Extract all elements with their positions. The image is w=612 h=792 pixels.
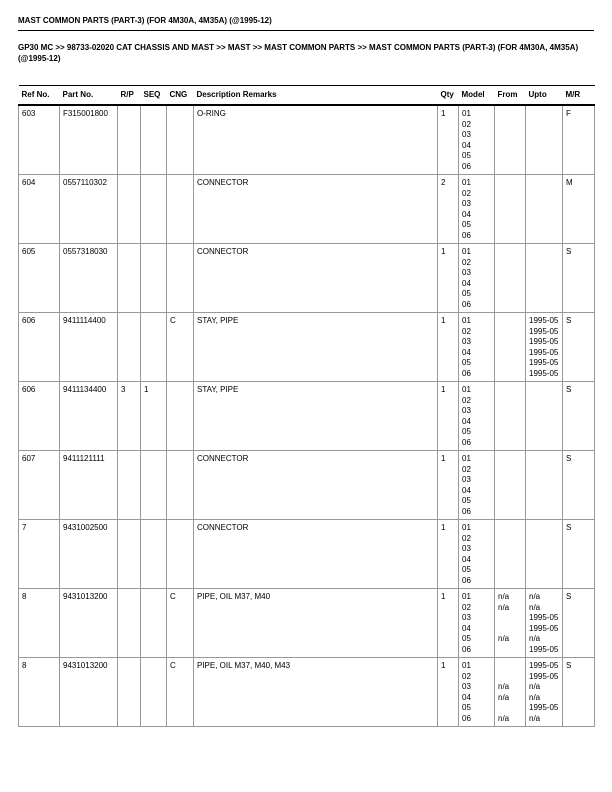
cell-description: O-RING (194, 105, 438, 175)
cell-from (495, 105, 526, 175)
cell-upto-line: n/a (529, 602, 541, 612)
cell-description: PIPE, OIL M37, M40, M43 (194, 658, 438, 727)
cell-from-line (498, 348, 523, 359)
cell-description: PIPE, OIL M37, M40 (194, 589, 438, 658)
cell-from (495, 451, 526, 520)
column-header-ref-no: Ref No. (19, 86, 60, 106)
cell-from-line: n/a (498, 682, 510, 691)
cell-rp (118, 313, 141, 382)
cell-upto-line (529, 151, 560, 162)
cell-from-line (498, 427, 523, 438)
cell-from-line (498, 120, 523, 131)
cell-from (495, 175, 526, 244)
cell-seq (141, 658, 167, 727)
cell-from-line (498, 231, 523, 242)
cell-model-line: 06 (462, 230, 471, 240)
cell-model-line: 06 (462, 506, 471, 516)
cell-from (495, 244, 526, 313)
cell-seq: 1 (141, 382, 167, 451)
cell-upto-line (529, 210, 560, 221)
cell-model-line: 02 (462, 395, 471, 405)
column-header-qty: Qty (438, 86, 459, 106)
column-header-m-r: M/R (563, 86, 595, 106)
cell-upto-line: 1995-05 (529, 671, 559, 681)
cell-from-line (498, 438, 523, 449)
cell-upto-line: n/a (529, 692, 541, 702)
cell-seq (141, 105, 167, 175)
cell-from-line (498, 613, 523, 624)
cell-model-line: 04 (462, 623, 471, 633)
cell-model-line: 04 (462, 485, 471, 495)
cell-upto (526, 382, 563, 451)
cell-model-line: 01 (462, 661, 471, 670)
cell-from-line (498, 523, 523, 534)
cell-upto-line: n/a (529, 713, 541, 723)
cell-model-line: 03 (462, 544, 471, 553)
cell-model-line: 01 (462, 178, 471, 187)
cell-part-no: 0557110302 (60, 175, 118, 244)
breadcrumb: GP30 MC >> 98733-02020 CAT CHASSIS AND MAST >> MAST >> MAST COMMON PARTS >> MAST COMMON PARTS (PART-3) (FOR 4M30A, 4M35A) (@1995-12) (18, 43, 579, 63)
cell-model-line: 02 (462, 671, 471, 681)
cell-upto-line (529, 406, 560, 417)
table-row (19, 105, 595, 175)
cell-ref-no: 7 (19, 520, 60, 589)
cell-model-line: 01 (462, 385, 471, 394)
cell-upto-line: n/a (529, 592, 541, 601)
cell-upto-line (529, 465, 560, 476)
cell-part-no: 9411121111 (60, 451, 118, 520)
cell-model-line: 01 (462, 247, 471, 256)
cell-upto (526, 589, 563, 658)
cell-mr: S (563, 451, 595, 520)
cell-from-line (498, 189, 523, 200)
cell-model-line: 03 (462, 682, 471, 691)
cell-cng (167, 451, 194, 520)
cell-from-line (498, 210, 523, 221)
cell-upto-line (529, 199, 560, 210)
cell-ref-no: 8 (19, 658, 60, 727)
cell-from-line (498, 406, 523, 417)
cell-model-line: 04 (462, 347, 471, 357)
cell-seq (141, 244, 167, 313)
cell-model-line: 02 (462, 533, 471, 543)
cell-mr: S (563, 244, 595, 313)
cell-model-line: 02 (462, 188, 471, 198)
cell-upto (526, 520, 563, 589)
cell-upto-line (529, 454, 560, 465)
cell-upto-line (529, 427, 560, 438)
cell-ref-no: 603 (19, 105, 60, 175)
cell-upto-line (529, 396, 560, 407)
cell-part-no: 9411114400 (60, 313, 118, 382)
cell-rp: 3 (118, 382, 141, 451)
cell-model-line: 06 (462, 644, 471, 654)
cell-part-no: F315001800 (60, 105, 118, 175)
title-divider (18, 30, 594, 31)
cell-upto (526, 244, 563, 313)
cell-from-line (498, 199, 523, 210)
cell-model-line: 05 (462, 703, 471, 712)
cell-upto-line (529, 220, 560, 231)
cell-description: STAY, PIPE (194, 382, 438, 451)
cell-upto-line (529, 162, 560, 173)
cell-model-line: 05 (462, 151, 471, 160)
cell-model-line: 02 (462, 464, 471, 474)
cell-seq (141, 589, 167, 658)
cell-mr: S (563, 658, 595, 727)
column-header-cng: CNG (167, 86, 194, 106)
cell-ref-no: 606 (19, 382, 60, 451)
cell-ref-no: 604 (19, 175, 60, 244)
cell-upto-line: n/a (529, 682, 541, 691)
cell-upto-line (529, 523, 560, 534)
cell-from-line (498, 507, 523, 518)
cell-upto-line: 1995-05 (529, 358, 559, 367)
cell-cng: C (167, 589, 194, 658)
cell-cng (167, 520, 194, 589)
cell-qty: 1 (438, 658, 459, 727)
cell-upto-line (529, 576, 560, 587)
cell-upto (526, 658, 563, 727)
cell-mr: S (563, 382, 595, 451)
table-row (19, 520, 595, 589)
cell-upto-line (529, 385, 560, 396)
cell-model-line: 04 (462, 692, 471, 702)
cell-qty: 1 (438, 244, 459, 313)
cell-model (459, 451, 495, 520)
column-header-r-p: R/P (118, 86, 141, 106)
cell-model-line: 03 (462, 130, 471, 139)
cell-rp (118, 589, 141, 658)
cell-rp (118, 175, 141, 244)
cell-model (459, 589, 495, 658)
cell-model-line: 02 (462, 257, 471, 267)
cell-from (495, 589, 526, 658)
cell-description: CONNECTOR (194, 175, 438, 244)
cell-model-line: 05 (462, 358, 471, 367)
cell-upto-line (529, 417, 560, 428)
cell-from-line (498, 316, 523, 327)
cell-from-line (498, 703, 523, 714)
cell-from-line (498, 337, 523, 348)
cell-model-line: 05 (462, 427, 471, 436)
cell-from-line: n/a (498, 634, 510, 643)
cell-upto-line (529, 141, 560, 152)
table-row (19, 382, 595, 451)
cell-upto-line (529, 555, 560, 566)
cell-upto-line (529, 189, 560, 200)
cell-model (459, 382, 495, 451)
cell-upto-line: 1995-05 (529, 644, 559, 654)
cell-qty: 1 (438, 105, 459, 175)
parts-table (18, 85, 595, 727)
cell-from-line (498, 576, 523, 587)
cell-model-line: 06 (462, 299, 471, 309)
cell-model-line: 06 (462, 575, 471, 585)
cell-model-line: 02 (462, 326, 471, 336)
cell-from-line (498, 358, 523, 369)
cell-model-line: 06 (462, 437, 471, 447)
cell-from-line (498, 300, 523, 311)
cell-upto-line: 1995-05 (529, 316, 559, 325)
cell-upto-line (529, 109, 560, 120)
cell-from-line (498, 417, 523, 428)
cell-part-no: 9431002500 (60, 520, 118, 589)
cell-from-line (498, 645, 523, 656)
cell-model-line: 03 (462, 406, 471, 415)
cell-from-line (498, 661, 523, 672)
cell-description: CONNECTOR (194, 520, 438, 589)
cell-model-line: 03 (462, 337, 471, 346)
cell-qty: 1 (438, 313, 459, 382)
cell-from-line (498, 162, 523, 173)
cell-from-line (498, 151, 523, 162)
cell-from-line (498, 534, 523, 545)
cell-cng (167, 175, 194, 244)
cell-part-no: 9431013200 (60, 589, 118, 658)
cell-model-line: 01 (462, 316, 471, 325)
cell-rp (118, 658, 141, 727)
cell-model (459, 658, 495, 727)
page-title: MAST COMMON PARTS (PART-3) (FOR 4M30A, 4M35A) (@1995-12) (18, 16, 272, 25)
cell-upto-line (529, 289, 560, 300)
cell-from-line: n/a (498, 692, 510, 702)
cell-mr: M (563, 175, 595, 244)
cell-seq (141, 175, 167, 244)
cell-model (459, 105, 495, 175)
cell-model-line: 01 (462, 523, 471, 532)
cell-model-line: 01 (462, 454, 471, 463)
table-row (19, 451, 595, 520)
cell-description: CONNECTOR (194, 244, 438, 313)
table-row (19, 589, 595, 658)
cell-cng (167, 382, 194, 451)
cell-upto-line (529, 247, 560, 258)
cell-upto-line: 1995-05 (529, 703, 559, 712)
cell-model-line: 03 (462, 613, 471, 622)
cell-qty: 2 (438, 175, 459, 244)
cell-from-line (498, 565, 523, 576)
cell-model (459, 175, 495, 244)
cell-from-line (498, 220, 523, 231)
cell-from-line: n/a (498, 592, 510, 601)
cell-from-line (498, 289, 523, 300)
cell-upto-line: 1995-05 (529, 337, 559, 346)
cell-upto-line: 1995-05 (529, 347, 559, 357)
cell-ref-no: 606 (19, 313, 60, 382)
table-row (19, 175, 595, 244)
cell-qty: 1 (438, 520, 459, 589)
cell-upto-line: 1995-05 (529, 368, 559, 378)
cell-upto (526, 313, 563, 382)
cell-seq (141, 313, 167, 382)
cell-part-no: 9431013200 (60, 658, 118, 727)
table-row (19, 658, 595, 727)
cell-from-line (498, 624, 523, 635)
column-header-description-remarks: Description Remarks (194, 86, 438, 106)
cell-model (459, 313, 495, 382)
cell-model-line: 05 (462, 496, 471, 505)
cell-model-line: 03 (462, 268, 471, 277)
cell-part-no: 0557318030 (60, 244, 118, 313)
cell-from-line (498, 141, 523, 152)
cell-from-line (498, 672, 523, 683)
cell-model-line: 01 (462, 592, 471, 601)
cell-from-line (498, 279, 523, 290)
cell-rp (118, 105, 141, 175)
cell-upto-line: 1995-05 (529, 623, 559, 633)
cell-upto-line (529, 496, 560, 507)
cell-model-line: 03 (462, 475, 471, 484)
cell-upto-line (529, 534, 560, 545)
cell-model (459, 244, 495, 313)
cell-mr: S (563, 520, 595, 589)
cell-from-line (498, 130, 523, 141)
cell-model-line: 02 (462, 119, 471, 129)
cell-ref-no: 607 (19, 451, 60, 520)
cell-seq (141, 451, 167, 520)
cell-from-line (498, 486, 523, 497)
cell-cng: C (167, 658, 194, 727)
cell-upto-line: 1995-05 (529, 661, 559, 670)
cell-from-line (498, 369, 523, 380)
cell-upto-line (529, 279, 560, 290)
cell-rp (118, 520, 141, 589)
cell-from-line (498, 465, 523, 476)
table-row (19, 313, 595, 382)
cell-model-line: 05 (462, 565, 471, 574)
parts-table-body (19, 105, 595, 727)
cell-mr: F (563, 105, 595, 175)
cell-upto-line (529, 120, 560, 131)
cell-mr: S (563, 589, 595, 658)
cell-upto-line (529, 231, 560, 242)
cell-upto (526, 175, 563, 244)
cell-from-line (498, 544, 523, 555)
cell-rp (118, 451, 141, 520)
cell-description: CONNECTOR (194, 451, 438, 520)
cell-from (495, 382, 526, 451)
cell-from-line (498, 555, 523, 566)
cell-upto-line: 1995-05 (529, 326, 559, 336)
column-header-from: From (495, 86, 526, 106)
cell-from-line (498, 385, 523, 396)
cell-upto-line (529, 130, 560, 141)
cell-mr: S (563, 313, 595, 382)
cell-model-line: 06 (462, 713, 471, 723)
cell-from-line (498, 268, 523, 279)
cell-model-line: 04 (462, 554, 471, 564)
column-header-part-no: Part No. (60, 86, 118, 106)
cell-upto-line (529, 565, 560, 576)
cell-upto-line (529, 268, 560, 279)
cell-from (495, 658, 526, 727)
cell-model-line: 04 (462, 209, 471, 219)
cell-from-line (498, 327, 523, 338)
cell-model (459, 520, 495, 589)
cell-upto-line (529, 486, 560, 497)
cell-model-line: 06 (462, 368, 471, 378)
cell-qty: 1 (438, 589, 459, 658)
column-header-seq: SEQ (141, 86, 167, 106)
cell-cng (167, 244, 194, 313)
cell-description: STAY, PIPE (194, 313, 438, 382)
cell-cng: C (167, 313, 194, 382)
cell-upto-line (529, 507, 560, 518)
cell-upto-line (529, 300, 560, 311)
cell-from-line (498, 454, 523, 465)
cell-model-line: 04 (462, 278, 471, 288)
cell-ref-no: 605 (19, 244, 60, 313)
column-header-model: Model (459, 86, 495, 106)
cell-model-line: 03 (462, 199, 471, 208)
cell-from (495, 520, 526, 589)
cell-rp (118, 244, 141, 313)
cell-from-line (498, 178, 523, 189)
cell-model-line: 05 (462, 220, 471, 229)
cell-qty: 1 (438, 382, 459, 451)
cell-from-line (498, 496, 523, 507)
cell-model-line: 05 (462, 289, 471, 298)
cell-upto-line (529, 438, 560, 449)
parts-table-header (19, 86, 595, 106)
cell-qty: 1 (438, 451, 459, 520)
cell-upto-line (529, 544, 560, 555)
header-row (19, 86, 595, 106)
cell-from-line: n/a (498, 713, 510, 723)
cell-cng (167, 105, 194, 175)
cell-model-line: 05 (462, 634, 471, 643)
cell-from-line (498, 396, 523, 407)
cell-from-line (498, 258, 523, 269)
cell-upto-line (529, 258, 560, 269)
cell-ref-no: 8 (19, 589, 60, 658)
cell-from-line (498, 247, 523, 258)
cell-model-line: 04 (462, 140, 471, 150)
cell-model-line: 04 (462, 416, 471, 426)
cell-from-line (498, 109, 523, 120)
cell-upto (526, 451, 563, 520)
cell-model-line: 02 (462, 602, 471, 612)
cell-from-line (498, 475, 523, 486)
cell-upto-line: 1995-05 (529, 613, 559, 622)
cell-upto (526, 105, 563, 175)
column-header-upto: Upto (526, 86, 563, 106)
cell-upto-line (529, 178, 560, 189)
cell-upto-line: n/a (529, 634, 541, 643)
cell-from (495, 313, 526, 382)
table-row (19, 244, 595, 313)
cell-from-line: n/a (498, 602, 510, 612)
cell-model-line: 06 (462, 161, 471, 171)
cell-upto-line (529, 475, 560, 486)
cell-model-line: 01 (462, 109, 471, 118)
cell-part-no: 9411134400 (60, 382, 118, 451)
cell-seq (141, 520, 167, 589)
